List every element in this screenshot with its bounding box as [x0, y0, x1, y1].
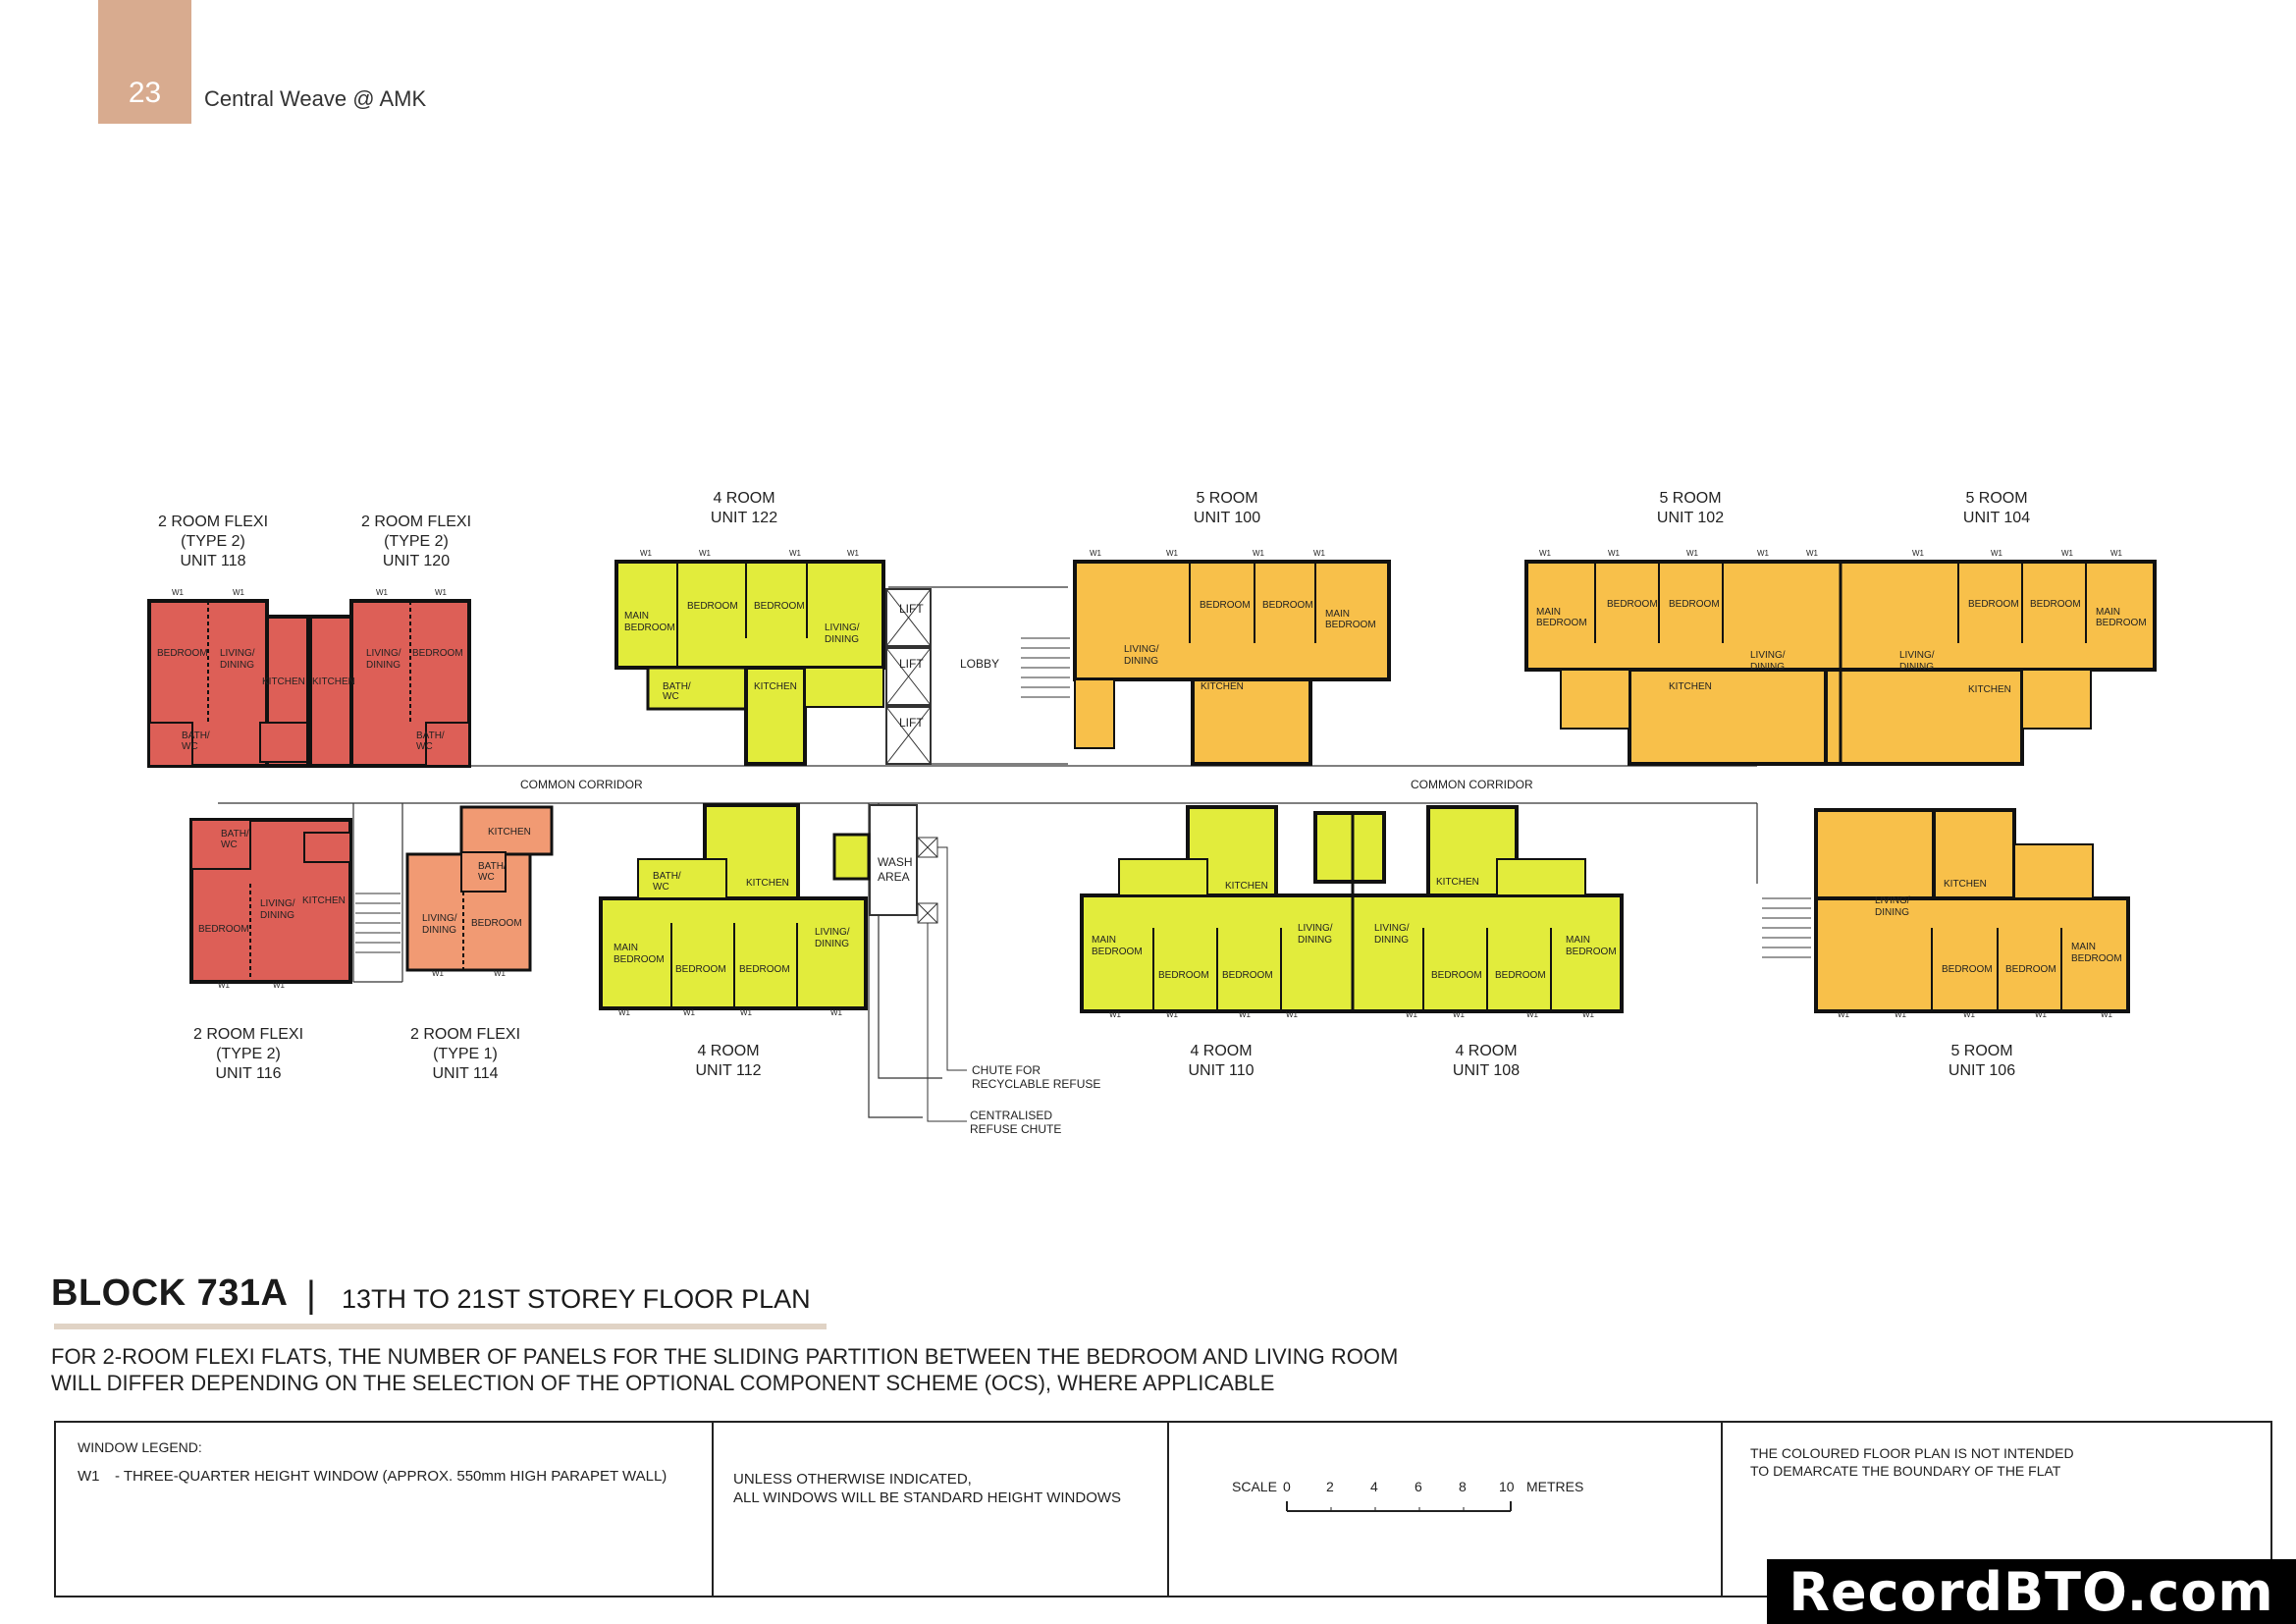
unit-102-104-plan	[1526, 549, 2155, 764]
unit-116-subtype: (TYPE 2)	[216, 1046, 281, 1062]
room-label: BEDROOM	[1222, 970, 1273, 981]
staircase-2	[1762, 898, 1811, 957]
window-label: W1	[1838, 1010, 1849, 1019]
staircase	[1021, 638, 1070, 697]
room-label: DINING	[1298, 935, 1332, 946]
room-label: BEDROOM	[675, 964, 726, 975]
title-separator: |	[306, 1274, 316, 1316]
window-label: W1	[2101, 1010, 2112, 1019]
window-legend-title: WINDOW LEGEND:	[78, 1439, 202, 1455]
unit-104-type: 5 ROOM	[1965, 490, 2028, 507]
scale-unit: METRES	[1526, 1479, 1584, 1494]
window-label: W1	[1313, 549, 1325, 558]
window-label: W1	[1166, 549, 1178, 558]
room-label: MAIN	[1325, 609, 1350, 620]
room-label: BEDROOM	[1968, 599, 2019, 610]
scale-bar	[1283, 1497, 1519, 1517]
room-label: DINING	[220, 660, 254, 671]
room-label: KITCHEN	[302, 895, 346, 906]
unit-116-number: UNIT 116	[215, 1065, 282, 1082]
room-label: BEDROOM	[1158, 970, 1209, 981]
unit-108-type: 4 ROOM	[1455, 1043, 1518, 1059]
chute-central-label-1: CENTRALISED	[970, 1109, 1053, 1122]
unit-122-number: UNIT 122	[710, 510, 778, 526]
window-label: W1	[376, 588, 388, 597]
unit-108-number: UNIT 108	[1452, 1062, 1521, 1079]
standard-window-line-2: ALL WINDOWS WILL BE STANDARD HEIGHT WINDOWS	[733, 1489, 1122, 1506]
room-label: MAIN	[614, 943, 638, 953]
window-label: W1	[1406, 1010, 1417, 1019]
window-label: W1	[789, 549, 801, 558]
window-label: W1	[847, 549, 859, 558]
room-label: WC	[221, 839, 238, 850]
room-label: MAIN	[2071, 942, 2096, 952]
room-label: KITCHEN	[488, 827, 531, 838]
unit-104-number: UNIT 104	[1962, 510, 2031, 526]
room-label: LIVING/	[1124, 644, 1159, 655]
room-label: KITCHEN	[1436, 877, 1479, 888]
unit-118-plan	[149, 588, 308, 766]
chute-recycle-label-2: RECYCLABLE REFUSE	[972, 1077, 1101, 1091]
room-label: BEDROOM	[614, 954, 665, 965]
room-label: BEDROOM	[2005, 964, 2056, 975]
room-label: LIVING/	[825, 623, 860, 633]
scale-tick-8: 8	[1459, 1479, 1467, 1494]
window-label: W1	[1109, 1010, 1121, 1019]
room-label: BEDROOM	[1262, 600, 1313, 611]
room-label: KITCHEN	[1225, 881, 1268, 892]
unit-112-type: 4 ROOM	[697, 1043, 760, 1059]
scale-tick-10: 10	[1499, 1479, 1515, 1494]
window-label: W1	[1239, 1010, 1251, 1019]
standard-window-line-1: UNLESS OTHERWISE INDICATED,	[733, 1471, 972, 1488]
room-label: BEDROOM	[739, 964, 790, 975]
room-label: BEDROOM	[1325, 620, 1376, 630]
window-label: W1	[1453, 1010, 1465, 1019]
room-label: KITCHEN	[1944, 879, 1987, 890]
window-label: W1	[1686, 549, 1698, 558]
room-label: LIVING/	[1374, 923, 1410, 934]
room-label: LIVING/	[1875, 895, 1910, 906]
unit-102-number: UNIT 102	[1656, 510, 1725, 526]
lift-label-2: LIFT	[899, 657, 924, 671]
note-line-2: WILL DIFFER DEPENDING ON THE SELECTION OF THE OPTIONAL COMPONENT SCHEME (OCS), WHERE APPLICABLE	[51, 1371, 1275, 1395]
room-label: WC	[653, 882, 669, 893]
room-label: BATH/	[663, 681, 691, 692]
window-label: W1	[683, 1008, 695, 1017]
window-label: W1	[273, 981, 285, 990]
unit-112-plan	[601, 805, 869, 1017]
window-label: W1	[618, 1008, 630, 1017]
room-label: BEDROOM	[2096, 618, 2147, 628]
unit-114-plan	[407, 807, 552, 978]
common-corridor-label-2: COMMON CORRIDOR	[1411, 778, 1533, 791]
unit-100-type: 5 ROOM	[1196, 490, 1258, 507]
room-label: LIVING/	[1750, 650, 1786, 661]
wash-area-label-1: WASH	[878, 855, 913, 869]
unit-100-plan	[1075, 549, 1389, 764]
unit-120-type: 2 ROOM FLEXI	[360, 514, 472, 530]
room-label: MAIN	[1092, 935, 1116, 946]
window-label: W1	[1757, 549, 1769, 558]
unit-116-type: 2 ROOM FLEXI	[192, 1026, 304, 1043]
project-name: Central Weave @ AMK	[204, 86, 427, 111]
lift-label-3: LIFT	[899, 716, 924, 730]
unit-110-type: 4 ROOM	[1190, 1043, 1253, 1059]
unit-116-plan	[191, 820, 350, 990]
room-label: BATH/	[416, 731, 445, 741]
room-label: BEDROOM	[157, 648, 208, 659]
room-label: KITCHEN	[312, 677, 355, 687]
room-label: LIVING/	[1298, 923, 1333, 934]
room-label: BEDROOM	[1495, 970, 1546, 981]
window-label: W1	[1806, 549, 1818, 558]
room-label: WC	[663, 691, 679, 702]
window-label: W1	[233, 588, 244, 597]
unit-114-subtype: (TYPE 1)	[433, 1046, 498, 1062]
storey-subtitle: 13TH TO 21ST STOREY FLOOR PLAN	[342, 1284, 811, 1314]
room-label: BEDROOM	[1942, 964, 1993, 975]
window-label: W1	[1253, 549, 1264, 558]
window-label: W1	[830, 1008, 842, 1017]
window-legend-desc: - THREE-QUARTER HEIGHT WINDOW (APPROX. 550mm HIGH PARAPET WALL)	[115, 1468, 667, 1485]
unit-120-subtype: (TYPE 2)	[384, 533, 449, 550]
scale-tick-2: 2	[1326, 1479, 1334, 1494]
unit-112-number: UNIT 112	[695, 1062, 762, 1079]
flexi-note	[51, 1343, 1474, 1396]
unit-122-type: 4 ROOM	[713, 490, 775, 507]
scale-tick-4: 4	[1370, 1479, 1378, 1494]
window-label: W1	[2061, 549, 2073, 558]
room-label: WC	[416, 741, 433, 752]
room-label: DINING	[260, 910, 294, 921]
lift-label-1: LIFT	[899, 602, 924, 616]
window-label: W1	[640, 549, 652, 558]
window-label: W1	[1166, 1010, 1178, 1019]
standard-window-cell	[714, 1423, 1169, 1596]
room-label: DINING	[1875, 907, 1909, 918]
disclaimer-line-1: THE COLOURED FLOOR PLAN IS NOT INTENDED	[1750, 1445, 2074, 1461]
unit-106-type: 5 ROOM	[1950, 1043, 2013, 1059]
block-title: BLOCK 731A	[51, 1272, 289, 1314]
unit-118-subtype: (TYPE 2)	[181, 533, 245, 550]
room-label: KITCHEN	[746, 878, 789, 889]
room-label: DINING	[825, 634, 859, 645]
room-label: BEDROOM	[471, 918, 522, 929]
unit-106-plan	[1816, 810, 2128, 1019]
room-label: BEDROOM	[754, 601, 805, 612]
scale-cell	[1169, 1423, 1723, 1596]
window-label: W1	[699, 549, 711, 558]
room-label: DINING	[1750, 662, 1785, 673]
room-label: BEDROOM	[1092, 947, 1143, 957]
window-label: W1	[1286, 1010, 1298, 1019]
room-label: DINING	[1124, 656, 1158, 667]
unit-118-type: 2 ROOM FLEXI	[157, 514, 269, 530]
unit-120-plan	[310, 588, 469, 766]
unit-114-type: 2 ROOM FLEXI	[409, 1026, 521, 1043]
room-label: LIVING/	[366, 648, 401, 659]
window-label: W1	[494, 969, 506, 978]
unit-120-number: UNIT 120	[382, 553, 451, 569]
room-label: WC	[478, 872, 495, 883]
room-label: BEDROOM	[2071, 953, 2122, 964]
disclaimer-line-2: TO DEMARCATE THE BOUNDARY OF THE FLAT	[1750, 1463, 2061, 1479]
unit-118-number: UNIT 118	[180, 553, 246, 569]
window-label: W1	[1090, 549, 1101, 558]
wash-area	[870, 805, 1100, 1136]
scale-tick-0: 0	[1283, 1479, 1291, 1494]
window-label: W1	[218, 981, 230, 990]
chute-central-label-2: REFUSE CHUTE	[970, 1122, 1062, 1136]
room-label: MAIN	[1536, 607, 1561, 618]
room-label: MAIN	[624, 611, 649, 622]
window-label: W1	[432, 969, 444, 978]
unit-110-number: UNIT 110	[1188, 1062, 1255, 1079]
chute-recycle-label-1: CHUTE FOR	[972, 1063, 1041, 1077]
window-label: W1	[1912, 549, 1924, 558]
window-label: W1	[172, 588, 184, 597]
room-label: KITCHEN	[1968, 684, 2011, 695]
staircase-3	[355, 893, 400, 952]
page-number: 23	[128, 77, 162, 109]
room-label: BATH/	[478, 861, 507, 872]
room-label: BEDROOM	[2030, 599, 2081, 610]
common-corridor-label-1: COMMON CORRIDOR	[520, 778, 643, 791]
wash-area-label-2: AREA	[878, 870, 910, 884]
window-label: W1	[2035, 1010, 2047, 1019]
window-label: W1	[435, 588, 447, 597]
window-label: W1	[1539, 549, 1551, 558]
unit-102-type: 5 ROOM	[1659, 490, 1722, 507]
room-label: LIVING/	[1899, 650, 1935, 661]
room-label: KITCHEN	[1201, 681, 1244, 692]
window-label: W1	[740, 1008, 752, 1017]
room-label: LIVING/	[422, 913, 457, 924]
room-label: BEDROOM	[624, 623, 675, 633]
scale-label: SCALE	[1232, 1479, 1277, 1494]
window-label: W1	[1895, 1010, 1906, 1019]
room-label: BEDROOM	[1431, 970, 1482, 981]
unit-110-108-plan	[1082, 807, 1622, 1019]
window-label: W1	[1991, 549, 2002, 558]
room-label: DINING	[1899, 662, 1934, 673]
window-label: W1	[1608, 549, 1620, 558]
window-legend-cell	[56, 1423, 714, 1596]
watermark: RecordBTO.com	[1767, 1559, 2296, 1624]
window-label: W1	[1526, 1010, 1538, 1019]
room-label: MAIN	[1566, 935, 1590, 946]
room-label: DINING	[1374, 935, 1409, 946]
title-underline	[54, 1324, 827, 1329]
window-label: W1	[2110, 549, 2122, 558]
room-label: LIVING/	[260, 898, 295, 909]
window-legend-code: W1	[78, 1468, 100, 1485]
unit-100-number: UNIT 100	[1193, 510, 1261, 526]
room-label: KITCHEN	[754, 681, 797, 692]
room-label: BEDROOM	[1566, 947, 1617, 957]
room-label: BEDROOM	[412, 648, 463, 659]
room-label: BATH/	[221, 829, 249, 839]
lobby-label: LOBBY	[960, 657, 1000, 671]
room-label: MAIN	[2096, 607, 2120, 618]
scale-tick-6: 6	[1415, 1479, 1422, 1494]
room-label: BEDROOM	[1669, 599, 1720, 610]
unit-114-number: UNIT 114	[432, 1065, 499, 1082]
room-label: LIVING/	[220, 648, 255, 659]
room-label: BATH/	[653, 871, 681, 882]
room-label: BEDROOM	[1607, 599, 1658, 610]
room-label: KITCHEN	[262, 677, 305, 687]
room-label: DINING	[815, 939, 849, 949]
note-line-1: FOR 2-ROOM FLEXI FLATS, THE NUMBER OF PANELS FOR THE SLIDING PARTITION BETWEEN THE BEDROOM AND LIVING ROOM	[51, 1344, 1399, 1369]
room-label: DINING	[366, 660, 400, 671]
room-label: KITCHEN	[1669, 681, 1712, 692]
room-label: BEDROOM	[1536, 618, 1587, 628]
room-label: BEDROOM	[1200, 600, 1251, 611]
room-label: DINING	[422, 925, 456, 936]
window-label: W1	[1582, 1010, 1594, 1019]
unit-122-plan	[616, 549, 883, 764]
room-label: WC	[182, 741, 198, 752]
room-label: BATH/	[182, 731, 210, 741]
room-label: BEDROOM	[687, 601, 738, 612]
room-label: BEDROOM	[198, 924, 249, 935]
unit-106-number: UNIT 106	[1948, 1062, 2016, 1079]
room-label: LIVING/	[815, 927, 850, 938]
window-label: W1	[1963, 1010, 1975, 1019]
